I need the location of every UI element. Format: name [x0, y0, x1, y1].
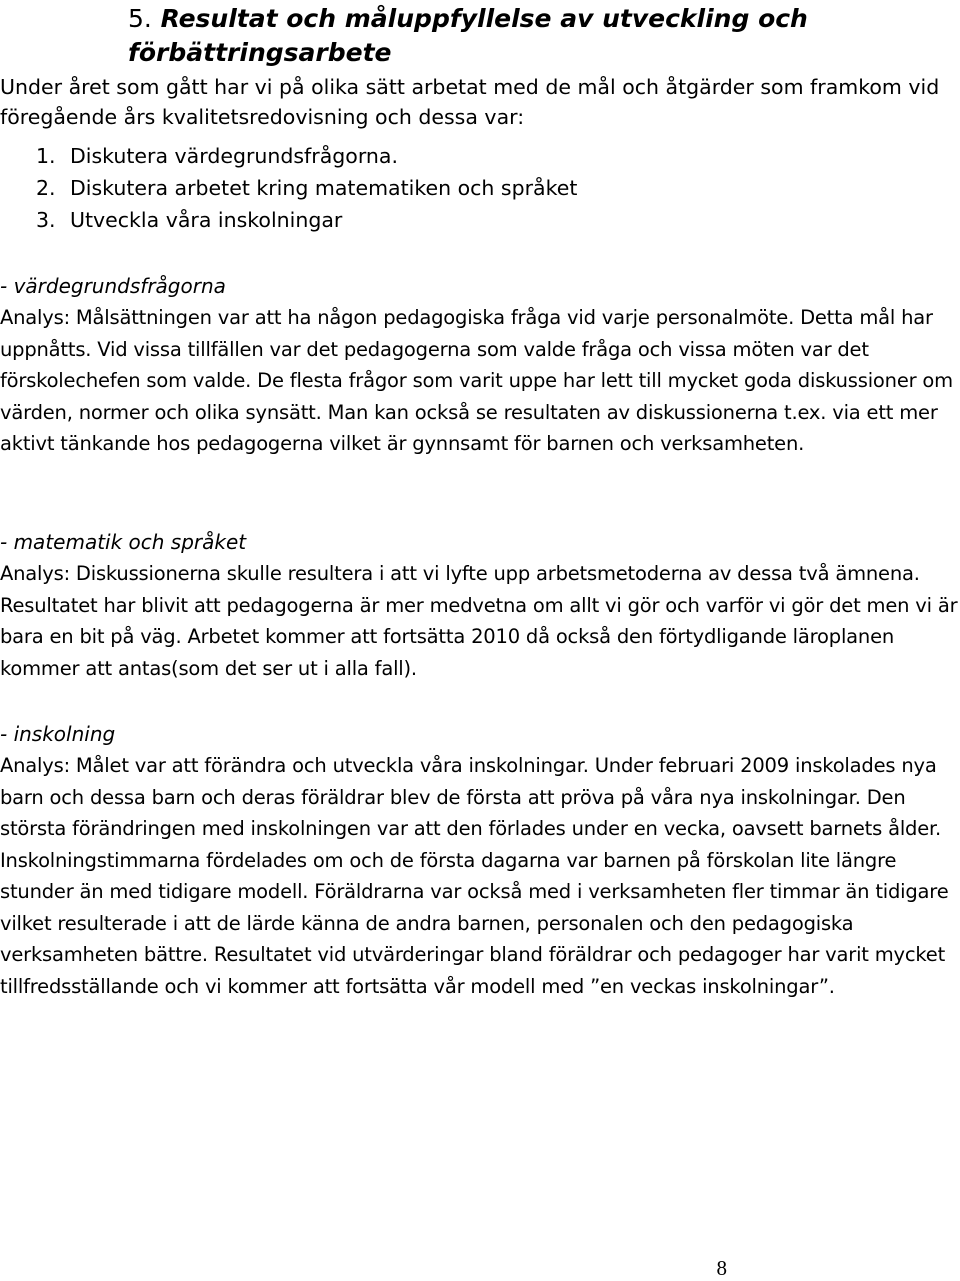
goal-list: [36, 140, 577, 236]
goal-item: [36, 140, 577, 172]
goal-text: Utveckla våra inskolningar: [70, 208, 343, 232]
section-title: - värdegrundsfrågorna: [0, 274, 226, 298]
goal-number: 1.: [36, 144, 56, 168]
goal-item: [36, 172, 577, 204]
section-heading: [128, 2, 928, 70]
goal-number: 2.: [36, 176, 56, 200]
heading-text: Resultat och måluppfyllelse av utveckling och förbättringsarbete: [128, 4, 808, 67]
goal-text: Diskutera arbetet kring matematiken och språket: [70, 176, 578, 200]
heading-number: 5.: [128, 4, 152, 33]
section-matematik-sprak: [0, 526, 960, 684]
section-body: Analys: Målet var att förändra och utveckla våra inskolningar. Under februari 2009 inskolades nya barn och dessa barn och deras föräldrar blev de första att pröva på våra nya inskolningar. Den största förändringen med inskolningen var att den förlades under en vecka, oavsett barnets ålder. Inskolningstimmarna fördelades om och de första dagarna var barnen på förskolan lite längre stunder än med tidigare modell. Föräldrarna var också med i verksamheten fler timmar än tidigare vilket resulterade i att de lärde känna de andra barnen, personalen och den pedagogiska verksamheten bättre. Resultatet vid utvärderingar bland föräldrar och pedagoger har varit mycket tillfredsställande och vi kommer att fortsätta vår modell med ”en veckas inskolningar”.: [0, 754, 949, 998]
section-vardegrund: [0, 270, 960, 460]
section-inskolning: [0, 718, 960, 1002]
goal-text: Diskutera värdegrundsfrågorna.: [70, 144, 398, 168]
intro-paragraph: Under året som gått har vi på olika sätt arbetat med de mål och åtgärder som framkom vid föregående års kvalitetsredovisning och dessa var:: [0, 75, 940, 129]
page-number: 8: [716, 1256, 727, 1280]
section-body: Analys: Målsättningen var att ha någon pedagogiska fråga vid varje personalmöte. Detta mål har uppnåtts. Vid vissa tillfällen var det pedagogerna som valde fråga och vissa möten var det förskolechefen som valde. De flesta frågor som varit uppe har lett till mycket goda diskussioner om värden, normer och olika synsätt. Man kan också se resultaten av diskussionerna t.ex. via ett mer aktivt tänkande hos pedagogerna vilket är gynnsamt för barnen och verksamheten.: [0, 306, 953, 455]
section-title: - inskolning: [0, 722, 116, 746]
goal-item: [36, 204, 577, 236]
section-title: - matematik och språket: [0, 530, 247, 554]
section-body: Analys: Diskussionerna skulle resultera i att vi lyfte upp arbetsmetoderna av dessa två ämnena. Resultatet har blivit att pedagogerna är mer medvetna om allt vi gör och varför vi gör det men vi är bara en bit på väg. Arbetet kommer att fortsätta 2010 då också den förtydligande läroplanen kommer att antas(som det ser ut i alla fall).: [0, 562, 958, 680]
goal-number: 3.: [36, 208, 56, 232]
